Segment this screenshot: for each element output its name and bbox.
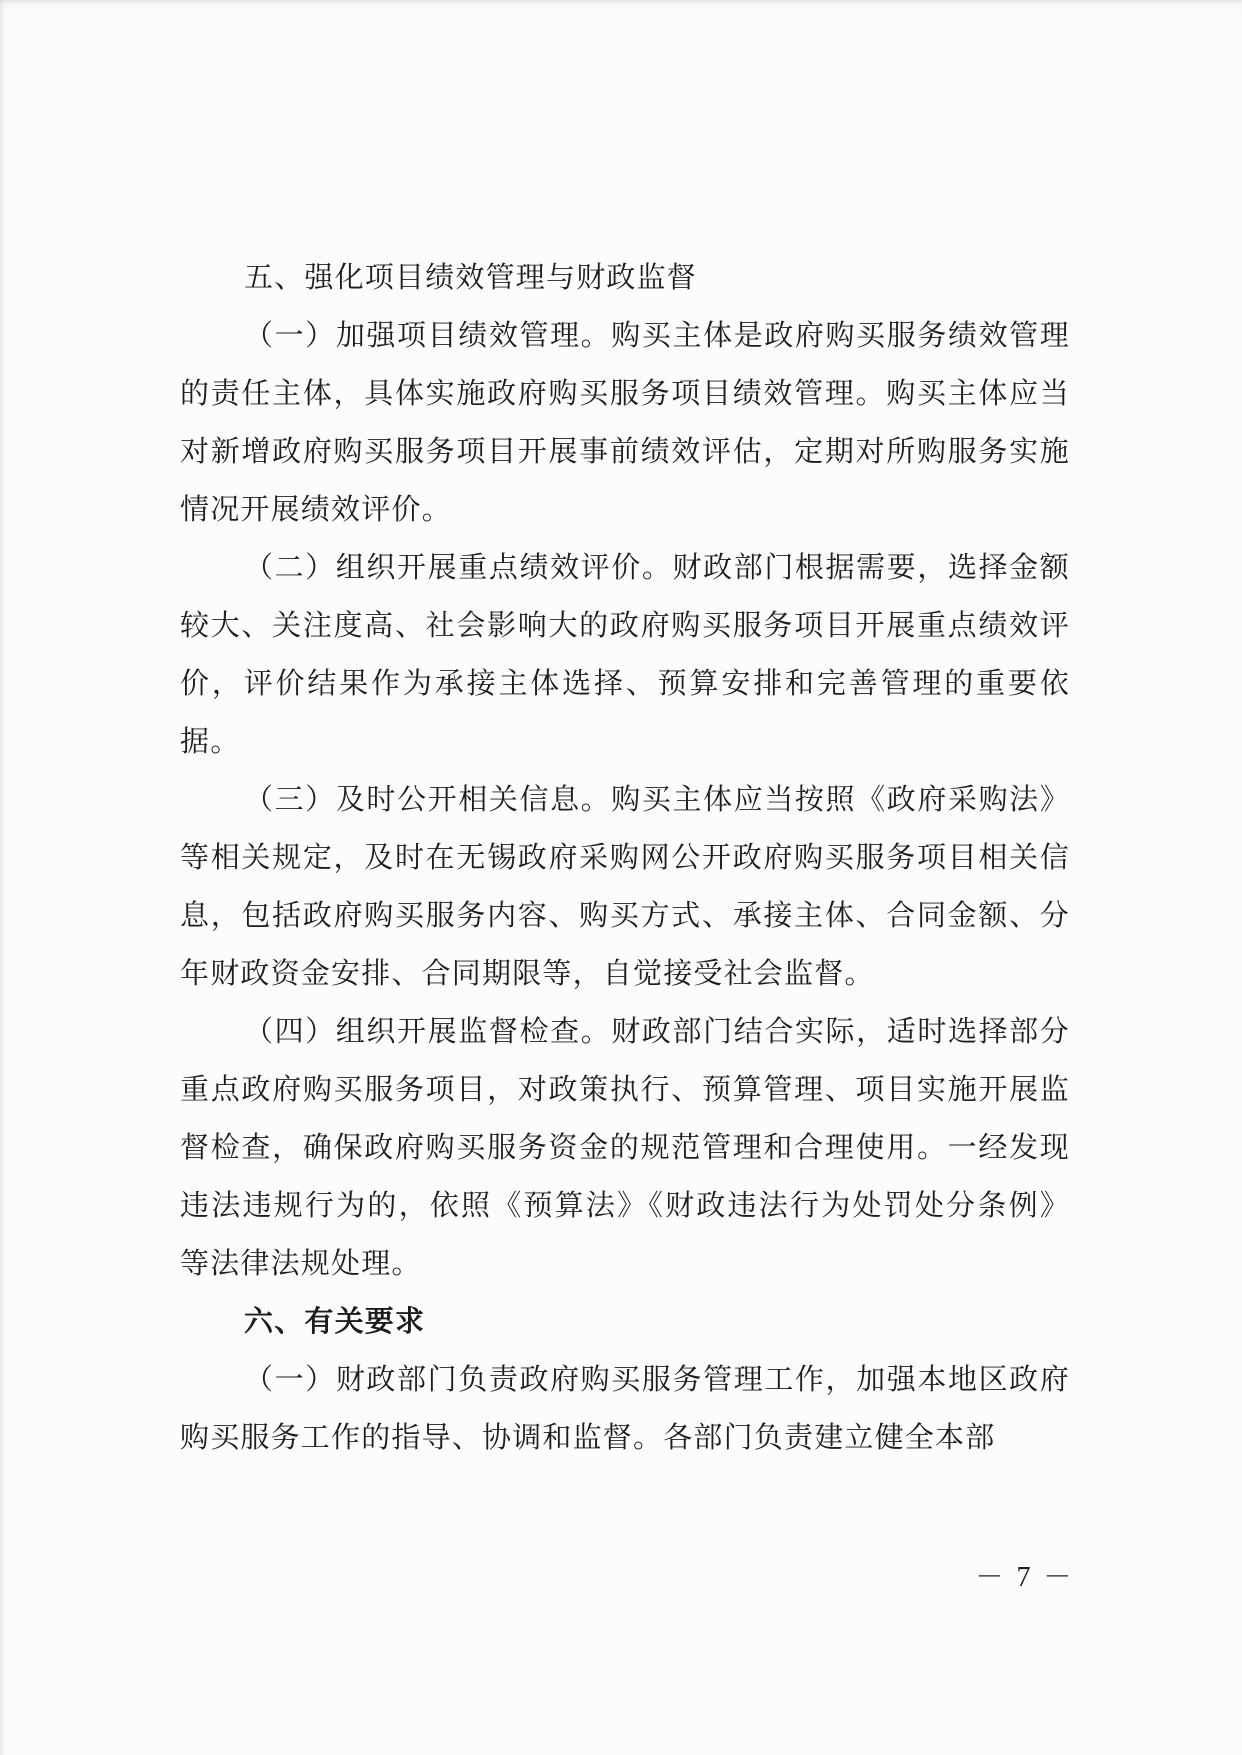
section-heading-6: 六、有关要求 bbox=[244, 1304, 426, 1338]
paragraph-5-2: （二）组织开展重点绩效评价。财政部门根据需要，选择金额较大、关注度高、社会影响大的政府购买服务项目开展重点绩效评价，评价结果作为承接主体选择、预算安排和完善管理的重要依据。 bbox=[180, 550, 1070, 758]
section-heading-5: 五、强化项目绩效管理与财政监督 bbox=[244, 260, 698, 294]
paragraph-5-3: （三）及时公开相关信息。购买主体应当按照《政府采购法》等相关规定，及时在无锡政府采购网公开政府购买服务项目相关信息，包括政府购买服务内容、购买方式、承接主体、合同金额、分年财政资金安排、合同期限等，自觉接受社会监督。 bbox=[180, 782, 1070, 990]
page-number: － 7 － bbox=[975, 1562, 1075, 1593]
paragraph-6-1: （一）财政部门负责政府购买服务管理工作，加强本地区政府购买服务工作的指导、协调和监督。各部门负责建立健全本部 bbox=[180, 1362, 1070, 1454]
document-body bbox=[180, 248, 1070, 1466]
paragraph-5-4: （四）组织开展监督检查。财政部门结合实际，适时选择部分重点政府购买服务项目，对政策执行、预算管理、项目实施开展监督检查，确保政府购买服务资金的规范管理和合理使用。一经发现违法违规行为的，依照《预算法》《财政违法行为处罚处分条例》等法律法规处理。 bbox=[180, 1014, 1070, 1280]
paragraph-5-1: （一）加强项目绩效管理。购买主体是政府购买服务绩效管理的责任主体，具体实施政府购买服务项目绩效管理。购买主体应当对新增政府购买服务项目开展事前绩效评估，定期对所购服务实施情况开展绩效评价。 bbox=[180, 318, 1070, 526]
